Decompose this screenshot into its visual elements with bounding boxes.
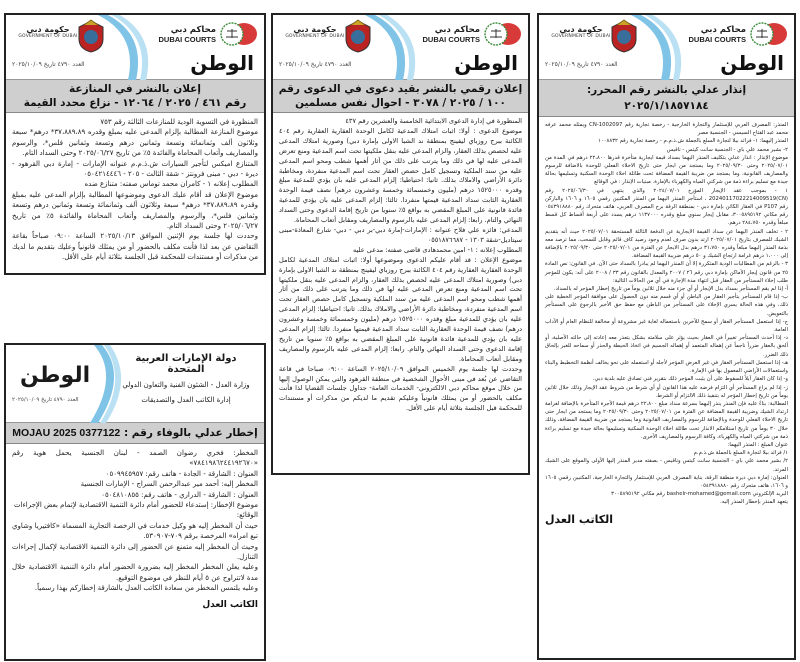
notice-paragraph: العنوان : الشارقة - الدراري - هاتف رقم: ٠٥٠٤٨١٠٨٥٥: [101, 490, 258, 499]
notice-notary-warning: [537, 13, 796, 660]
government-label-en: GOVERNMENT OF DUBAI: [18, 34, 78, 39]
swoosh-decoration-icon: [365, 15, 425, 80]
newspaper-name: الوطن: [720, 51, 784, 75]
notice-paragraph: المنذر: المصرف العربي للإستثمار والتجارة الخارجية - رخصة تجارية رقم CN-1002097 ويمثله محمد عرفه محمد عبد الفتاح السيسي - الجنسية مصر: [545, 122, 788, 137]
swoosh-decoration-icon: [631, 15, 691, 80]
notice-paragraph: المنظورة في إدارة الدعوى الابتدائية الخامسة والعشرين رقم ٤٣٧: [345, 117, 522, 125]
notice-body: [6, 444, 264, 598]
notice-title: [539, 80, 794, 117]
dubai-courts-label-en: DUBAI COURTS: [688, 35, 746, 44]
notice-paragraph: موضوع الإعلان : قد أقام عليكم الدعوى وموضوعها أولا: اثبات امتلاك المدعية لكامل الوحدة العقارية العقارية رقم ٤٠٤ الكائنة ببرج روزباي ليفينج بمنطقة ند الشبا الاولى بإمارة دبي) وصورية امتلاك المدعى عليه لحصص بذلك العقار، والزام المدعى عليه بنقل ملكيتها تحت اسم المدعية ومنع تعرض المدعى عليه لها في ذلك وما يترتب على ذلك من آثار أهمها شطب ومحو اسم المدعى عليه من سند الملكية وتسجيل كامل حصص العقار تحت اسم المدعية منفردة، ومخاطبة دائرة الأراضي والاملاك بذلك. ثانيا: احتياطيا: إلزام المدعى عليه بان يؤدي للمدعية مبلغ وقدره ١٥٢٥٠٠٠ درهم (مليون وخمسمائة وخمسة وعشرون درهم) نصف قيمة الوحدة العقارية الثابت سداد المدعية قيمتها منفردا. ثالثا: إلزام المدعى عليه بان يؤدي للمدعية فائدة قانونية على المبلغ المقضي به بواقع ٥٪ سنويا من تاريخ إقامة الدعوى وحتى السداد النهائي والتام. رابعا: إلزام المدعى عليه بالرسوم والمصاريف ومقابل أتعاب المحاماة.: [279, 255, 522, 363]
ministry-header: [6, 345, 264, 423]
notice-paragraph: و- إذا كان العقار آيلاً للسقوط على أن يثبت المؤجر ذلك بتقرير فني تصادق عليه بلدية دبي.: [592, 376, 788, 383]
notice-title: [6, 80, 264, 113]
notice-paragraph: ٢/ بشير محمد علي باي - الجنسية سانت كيتس وناقيس - بصفته مدير المنذر إليها الأولى والموقع على الشيك المرتد.: [545, 458, 788, 473]
notice-paragraph: د- إذا أحدث المستأجر تغييراً في العقار بحيث يؤثر على سلامته بشكل يتعذر معه إعادته إلى حالته الأصلية، أو ألحق بالعقار ضرراً ناجماً عن إهماله المتعمد أو إهماله الجسيم في اتخاذ الحيطة والحذر أو سماحه للغير بإلحاق ذلك الضرر.: [545, 335, 788, 358]
notice-paragraph: العنوان : الشارقة - الجادة - هاتف رقم: ٠٥٠٩٩٤٥٩٥٧: [105, 469, 258, 478]
notice-paragraph: المخطر إليه: أحمد مير عبدالرحمن السراج - الإمارات الجنسية: [80, 480, 258, 489]
notice-title-line-1: إعلان رقمي بالنشر بقيد دعوى في الدعوى رقم: [278, 83, 523, 95]
dubai-courts-logo-icon: [748, 21, 788, 47]
notice-paragraph: وحيث أن المخطر إليه متمنع عن الحضور إلى دائرة التنمية الاقتصادية لإكمال إجراءات التنازل.: [12, 542, 258, 562]
notice-paragraph: ز- إذا لم يراع المستأجر أي التزام فرضه عليه هذا القانون أو أي شرط من شروط عقد الإيجار وذلك خلال ثلاثين يوماً من تاريخ إخطار المؤجر له بتنفيذ ذلك الالتزام أو الشرط.: [545, 384, 788, 399]
notice-body: [539, 117, 794, 511]
notice-paragraph: موضوع الإعلان قد أقام عليك الدعوى وموضوعها المطالبة بإلزام المدعى عليه بمبلغ وقدره ٣٧،٨٨٩،٨٩* درهم* سبعة وثلاثون ألف وثمانمائة وتسعة وثمانين درهم وتسعة وثمانين فلس*، والرسوم والمصاريف وأتعاب المحاماة والفائدة ٥٪ من تاريخ ٢٠٢٥/٠٦/٢٧ وحتى السداد التام.: [12, 190, 258, 231]
notice-paragraph: ٢- بشير محمد علي باي - الجنسية سانت كيتس - ناقيس: [666, 146, 788, 153]
newspaper-name: الوطن: [454, 51, 518, 75]
notice-paragraph: العنوان: إمارة دبي ديرة منطقة الرقة، بناية المصرف العربي للإستثمار والتجارة الخارجية، المكتبين رقمي ١٦٠٥ و ١٦٠٦، هاتف متحرك رقم ٠٥٤٣٩١٨٨٨٠: [545, 474, 788, 489]
masthead: [539, 15, 794, 80]
dubai-courts-label-en: DUBAI COURTS: [158, 35, 216, 44]
notice-paragraph: وعليه يلتمس المخطر من سعادة الكاتب العدل بالشارقة إخطاركم بهذا رسمياً.: [34, 584, 258, 593]
notice-paragraph: ٢ - تخلف المنذر اليهما عن سداد القيمة الايجارية عن الدفعة الثالثة المستحقة ٢٠٢٥/٠٧/٠١ حيث أنه بتقديم الشيك للمصرف بتاريخ ٢٠٢٥/٠٧/٠١ ارتد بدون صرف لعدم وجود رصيد كاف قائم وقابل للسحب، مما ترصد معه بذمة المنذر إليهما مبلغاً وقدره ٣١،٧٥٠ درهم بدل الايجار عن الفترة من ٢٠٢٥/٠٧/٠١ حتى ٢٠٢٥/٠٩/٣٠ بالإضافة إلى ١،٠٠٠ درهم غرامة ارتجاع الشيك و ٥٠ درهم ضريبة القيمة المضافة.: [545, 228, 789, 260]
notice-body: [6, 113, 264, 267]
government-label-en: GOVERNMENT OF DUBAI: [285, 34, 345, 39]
issue-number-date: العدد ٤٧٩٠ تاريخ ٢٠٢٥/١٠/٠٩: [279, 61, 352, 68]
notice-paragraph: وحددت لها جلسة يوم الإثنين الموافق ٢٠٢٥/١٠/١٣ الساعة ٠٩:٠٠ صباحاً بقاعة التقاضي عن بعد لذا فأنت مكلف بالحضور أو من يمثلك قانونياً وعليك بتقديم ما لديك من مذكرات أو مستندات للمحكمة قبل الجلسة بثلاثة أيام على الأقل.: [12, 232, 258, 262]
notice-paragraph: المطلوب إعلانه ١ - كامران محمد توماس صفته: متنازع ضده: [84, 180, 258, 189]
notice-paragraph: ١ - بموجب عقد الإيجار المؤرخ ٢٠٢٤/٠٧/٠١ والذي ينتهي في ٢٠٢٥/٠٦/٣٠ رقم (CN)20240117022214009519 ، استأجر المنذر اليهما من المنذر المكتبين رقمي ١٦٠٥ و ١٦٠٦ والباركن رقم P107 في العقار الكائن بإمارة دبي - بمنطقة الرقة برج المصرف العربي، هاتف متحرك رقم ٠٥٤٣٩١٨٨٨٠ رقم مكاني ٣٠٠٥٨٩٥١٩٢، مقابل إيجار سنوي مبلغ وقدره ١١٣٧٠٠٠ درهم يسدد على أربعة أقساط كل قسط مبلغاً وقدره ٢٨٤،٧٥٠ درهم.: [545, 187, 788, 227]
notice-paragraph: المطلوب إعلانه : ١- امين محمدهادى قاضى صفته: مدعى عليه: [353, 245, 522, 254]
dubai-courts-label-ar: محاكم دبي: [700, 25, 746, 35]
dubai-courts-logo-icon: [218, 21, 258, 47]
government-label-ar: حكومة دبي: [26, 25, 70, 34]
notice-paragraph: البريد الإلكتروني bashelr-mohamed@gemail.com رقم مكاني ٣٠٠٥٨٩٥١٩٢: [611, 491, 788, 498]
notice-body: [273, 113, 528, 418]
notice-dispute-publication: [4, 13, 266, 275]
newspaper-name: الوطن: [190, 51, 254, 75]
notice-paragraph: موضوع المنازعة المطالبة بإلزام المدعى عليه بمبلغ وقدره ٣٧،٨٨٩،٨٩* درهم* سبعة وثلاثون ألف وثمانمائة وتسعة وثمانين درهم وتسعة وثمانين فلس*، والرسوم والمصاريف وأتعاب المحاماة والفائدة ٥٪ من تاريخ ٢٠٢٥/٠٦/٢٧ وحتى السداد التام.: [12, 128, 258, 158]
notice-paragraph: حيث أن المخطر إليه هو وكيل خدمات في الرخصة التجارية المسماة «كافتيريا وشاوي تبع امراه» المرخصة برقم ٧٠٩-٥٣٠٩٠٧.: [12, 521, 258, 541]
notice-paragraph: ١/ فرائد بيلا لتجارة السلع بالجملة ش.ذ.م.م: [693, 450, 788, 457]
dubai-courts-logo-icon: [482, 21, 522, 47]
issue-number-date: العدد ٤٧٩٠ تاريخ ٢٠٢٥/١٠/٠٩: [12, 397, 79, 403]
newspaper-name: الوطن: [20, 363, 91, 388]
notice-paragraph: موضوع الدعوى : أولا: اثبات امتلاك المدعية لكامل الوحدة العقارية العقارية رقم ٤٠٤ الكائنة ببرج روزباي ليفينج بمنطقة ند الشبا الاولى بإمارة دبي) وصورية امتلاك المدعى عليه لحصص بذلك العقار، والزام المدعى عليه بنقل ملكيتها تحت اسم المدعية ومنع تعرض المدعى عليه لها في ذلك وما يترتب على ذلك من آثار أهمها شطب ومحو اسم المدعى عليه من سند الملكية وتسجيل كامل حصص العقار تحت اسم المدعية منفردة، ومخاطبة دائرة الأراضي والاملاك بذلك. ثانيا: احتياطيا: إلزام المدعى عليه بان يؤدي للمدعية مبلغ وقدره ١٥٢٥٠٠٠ درهم (مليون وخمسمائة وخمسة وعشرون درهم) نصف قيمة الوحدة العقارية الثابت سداد المدعية قيمتها منفردا. ثالثا: إلزام المدعى عليه بان يؤدي للمدعية فائدة قانونية على المبلغ المقضي به بواقع ٥٪ سنويا من تاريخ إقامة الدعوى وحتى السداد النهائي والتام. رابعا: إلزام المدعى عليه بالرسوم والمصاريف ومقابل أتعاب المحاماة.: [279, 126, 522, 225]
notice-paragraph: موضوع الإنذار : انذار عدلي بتكليف المنذر اليهما بسداد قيمة ايجارية متأخرة قدرها ٢٢،٨٠٠ درهم في المدة من ٢٠٢٥/٠٧/٠١ وحتى ٢٠٢٥/٠٩/٣٠ وما يستجد من ايجار حتى تاريخ الاخلاء الفعلي للوحدة بالاضافة للرسوم والمصاريف القانونية، وما يستجد من ضريبة القيمة المضافة تحت طائلة اخلاء الوحدة السكنية وتسليمها بحالة جيدة مع تسليم براءة ذمة من شركتي المياه والكهرباء بالإمارة. مبنيات الإنذار : في الوقائع: [545, 154, 788, 186]
issue-number-date: العدد ٤٧٩٠ تاريخ ٢٠٢٥/١٠/٠٩: [12, 61, 85, 68]
notice-paragraph: يتعهد المنذر بإخطار المنذر إليه.: [720, 499, 788, 506]
government-label-ar: حكومة دبي: [293, 25, 337, 34]
notice-paragraph: المنظورة في التسوية الودية للمنازعات الثالثة رقم ٧٥٣: [100, 118, 258, 126]
government-of-dubai-logo: [545, 25, 617, 39]
notice-paragraph: المنذر إليهما: ١- فرائد بيلا لتجارة السلع بالجملة ش.ذ.م.م - رخصة تجارية رقم ١٠٠٨٨٣٢: [597, 138, 788, 145]
country-name: دولة الإمارات العربية المتحدة: [135, 353, 237, 375]
ministry-name: وزارة العدل - الشئون الفنية والتعاون الدولي: [122, 381, 250, 389]
notice-title: [273, 80, 528, 113]
notice-paragraph: موضوع الإخطار: إستدعاء للحضور أمام دائرة التنمية الاقتصادية لإتمام بعض الإجراءات: [13, 501, 258, 510]
notice-title-line-2: رقم ٤٦١ / ٢٠٢٥ / ١٢٠٦٤ - نزاع محدد القيمة: [23, 97, 247, 109]
notice-paragraph: المطالبة: بناءً عليه فإن المنذر ينذر إليهما بسرعة سداد مبلغ ٢٢،٨٠٠ درهم قيمة الأجرة المتأخرة بالإضافة لغرامة ارتداد الشيك وضريبة القيمة المضافة عن الفترة من ٢٠٢٥/٠٧/٠١ وحتى ٢٠٢٥/٠٩/٣٠ وما يستجد من ايجار حتى تاريخ الاخلاء الفعلي للوحدة وبالإضافة للرسوم والمصاريف القانونية وما يستجد من ضريبة القيمة المضافة، وذلك خلال ٣٠ يوماً من تاريخ استلامكم الانذار تحت طائلة اخلاء الوحدة السكنية وتسليمها بحالة جيدة مع تسليم براءة ذمة من شركتي المياه والكهرباء، وكافة الرسوم والمصاريف الأخرى.: [545, 400, 789, 440]
notice-title-line-2: ١٠٠ / ٢٠٢٥ / ٣٠٧٨ - احوال نفس مسلمين: [295, 97, 506, 109]
swoosh-decoration-icon: [98, 15, 158, 80]
notice-paragraph: المدعي: فائزه علي فلاح عنوانه : الإمارات-إمارة دبي-بر دبي - دبي- شارع المعاذة-مبنى سيتاديل-شقة ١٣٠٣ - ٠٥٥١٨٧٦٦٨٧: [279, 225, 522, 244]
issue-number-date: العدد ٤٧٩٠ تاريخ ٢٠٢٥/١٠/٠٩: [545, 61, 618, 68]
notice-paragraph: ٣ - بالرغم من المطالبات الودية المتكررة إلا أن المنذر اليهما لم يبادرا بالسداد حتى الآن. في القانون: نص المادة ٢٥ من قانون إيجار الأماكن بإمارة دبي رقم ٢٦ / ٢٠٠٧ والمعدل بالقانون رقم ٣٣ / ٢٠٠٨ على أنه: يكون للمؤجر طلب إخلاء المستأجر من العقار قبل انتهاء مدة الإجارة في أي من الحالات التالية:: [545, 261, 788, 284]
notice-title-text: إخطار عدلي بالوفاء رقم :: [123, 427, 258, 439]
notary-signature: الكاتب العدل: [202, 599, 258, 610]
masthead: [6, 15, 264, 80]
notice-notary-payment: [4, 343, 266, 661]
notice-paragraph: المتنازع اميكس لتأجير السيارات ش.ذ.م.م عنوانه الإمارات - إمارة دبي القرهود - ديرة - دبي - مبنى فرونتز - شقة الثالث - ٢٠٥ - ٠٥٠٤٢١٤٤٤٦: [12, 159, 258, 179]
notice-paragraph: أ- إذا لم يقم المستأجر بسداد بدل الإيجار أو أي جزء منه خلال ثلاثين يوماً من تاريخ إخطار المؤجر له بالسداد.: [553, 286, 788, 293]
government-label-en: GOVERNMENT OF DUBAI: [551, 34, 611, 39]
notice-lawsuit-publication: [271, 13, 530, 475]
government-of-dubai-logo: [279, 25, 351, 39]
notice-title-text: إنذار عدلي بالنشر رقم المحرر: ٢٠٢٥/١/١٨٥٧١٨٤: [586, 84, 747, 112]
notary-signature: الكاتب العدل: [545, 512, 614, 526]
department-name: إدارة الكاتب العدل والتصديقات: [141, 396, 231, 404]
dubai-courts-label-ar: محاكم دبي: [434, 25, 480, 35]
government-of-dubai-logo: [12, 25, 84, 39]
notice-paragraph: وحددت لها جلسة يوم الخميس الموافق ٢٠٢٥/١٠/٠٩ الساعة ٠٩:٠٠ صباحا في قاعة التقاضي عن بُعد في مبنى الأحوال الشخصية في منطقة القرهود والتي يمكن الوصول إليها من خلال موقع محاكم دبي الالكتروني- الخدمات العامة- جداول جلسات القضايا لذا فأنت مكلف بالحضور أو من يمثلك قانونياً وعليكم تقديم ما لديكم من مذكرات أو مستندات للمحكمة قبل الجلسة بثلاثة أيام على الأقل.: [279, 364, 522, 413]
notice-title-line-1: إعلان بالنشر في المنازعة: [69, 83, 201, 95]
notice-paragraph: هـ- إذا استعمل المستأجر العقار في غير الغرض المؤجر لأجله أو استعمله على نحو يخالف أنظمة التخطيط والبناء واستعمالات الأراضي المعمول بها في الإمارة.: [545, 359, 788, 375]
dubai-courts-label-en: DUBAI COURTS: [422, 35, 480, 44]
notice-paragraph: ج- إذا استعمل المستأجر العقار أو سمح للآخرين باستعماله لغاية غير مشروعة أو مخالفة للنظام العام أو الآداب العامة.: [545, 318, 788, 334]
dubai-courts-label-ar: محاكم دبي: [170, 25, 216, 35]
reference-code: MOJAU 2025 0377122: [12, 427, 121, 439]
notice-paragraph: وعليه يعلن المخطر المخطر إليه بضرورة الحضور أمام دائرة التنمية الاقتصادية خلال مدة لاتتراوح عن ٥ أيام للنظر في موضوع التوقيع.: [12, 563, 258, 582]
notice-paragraph: عنوان المبلغ : المنذر اليهما:: [727, 441, 788, 448]
notice-paragraph: المخطر: فخري رضوان الصمد - لبنان الجنسية يحمل هوية رقم «٧٨٤١٩٨٦٢٤٤١٩٢٦٧٠»: [12, 449, 258, 468]
masthead: [273, 15, 528, 80]
notice-title: [6, 423, 264, 444]
government-label-ar: حكومة دبي: [559, 25, 603, 34]
notice-paragraph: ب- إذا قام المستأجر بتأجير العقار من الباطن أو أي قسم منه دون الحصول على موافقة المؤجر الخطية على ذلك، وفي هذه الحالة يسري الإخلاء على المستأجر من الباطن مع حفظ حق الأخير بالرجوع على المستأجر بالتعويض.: [545, 294, 788, 317]
notice-paragraph: الوقائع:: [236, 511, 258, 520]
